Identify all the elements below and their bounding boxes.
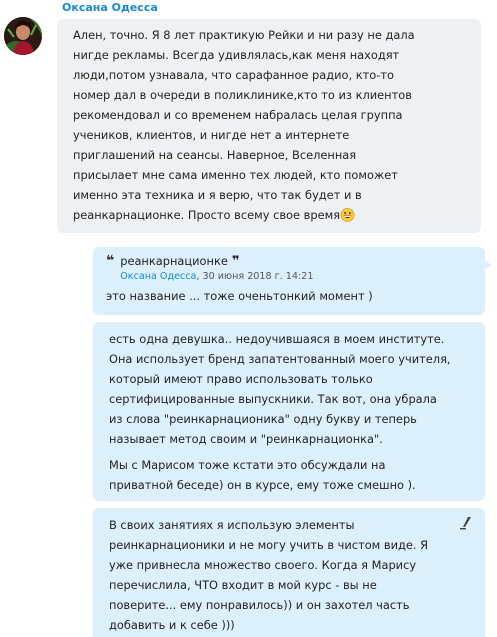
sender-avatar[interactable] [4,17,42,55]
message-line: уже привнесла множество своего. Когда я Марису [109,558,417,572]
message-line: люди,потом узнавала, что сарафанное радио, кто-то [73,68,394,82]
message-line: В своих занятиях я использую элементы [109,518,355,532]
message-line: присылает мне сама именно тех людей, кто поможет [73,168,398,182]
message-line: есть одна девушка.. недоучившаяся в моем институте. [109,332,445,346]
reply-quote-text-row [120,253,313,270]
message-line: Ален, точно. Я 8 лет практикую Рейки и ни разу не дала [73,28,415,42]
incoming-message-bubble [57,19,481,233]
message-line: поверите... ему понравилось)) и он захотел часть [109,598,410,612]
reply-quote-date: , 30 июня 2018 г. 14:21 [196,271,314,282]
message-line: сертифицированные выпускники. Так вот, она убрала [109,392,437,406]
message-line: перечислила, ЧТО входит в мой курс - вы не [109,578,377,592]
message-line: рекомендовал и со временем набралась целая группа [73,108,403,122]
message-line: приватной беседе) он в курсе, ему тоже смешно ). [109,478,416,492]
reply-quote-body [120,253,313,284]
reply-quote-author[interactable]: Оксана Одесса [120,271,197,282]
message-line: из слова "реинкарнационика" одну букву и теперь [109,412,417,426]
outgoing-message-bubble [93,508,485,637]
message-line: номер дал в очереди в поликлинике,кто то из клиентов [73,88,412,102]
person-photo-icon [4,17,42,55]
message-line: реинкарнационики и не могу учить в чистом виде. Я [109,538,429,552]
reply-quote-text: реанкарнационке [120,254,228,268]
message-line: приглашений на сеансы. Наверное, Вселенная [73,148,357,162]
quote-close-icon: ❞ [231,254,240,269]
outgoing-message-bubble [93,247,485,315]
pencil-edit-icon[interactable] [459,516,473,530]
outgoing-message-bubble [93,322,485,501]
bubble-tail-icon [484,260,492,270]
message-line-text: реанкарнационке. Просто всему свое время [73,208,341,222]
message-line: Она использует бренд запатентованный моего учителя, [109,352,451,366]
message-paragraph [109,329,475,449]
quote-open-icon: ❝ [106,253,115,269]
message-line [73,205,473,225]
grinning-sweat-emoji-icon [340,207,355,222]
message-line: который имеют право использовать только [109,372,373,386]
message-line: добавить и к себе ))) [109,618,235,632]
sender-name[interactable]: Оксана Одесса [62,1,158,14]
message-text: это название ... тоже оченьтонкий момент ) [106,289,373,303]
message-line: называет метод своим и "реинкарнационка". [109,432,383,446]
reply-quote-meta [120,270,313,284]
reply-quote[interactable] [106,253,475,284]
message-line: именно эта техника и я верю, что так будет и в [73,188,362,202]
message-line: Мы с Марисом тоже кстати это обсуждали на [109,458,386,472]
message-line: учеников, клиентов, и нигде нет а интернете [73,128,350,142]
message-line: нигде рекламы. Всегда удивлялась,как меня находят [73,48,400,62]
message-paragraph [109,455,475,495]
